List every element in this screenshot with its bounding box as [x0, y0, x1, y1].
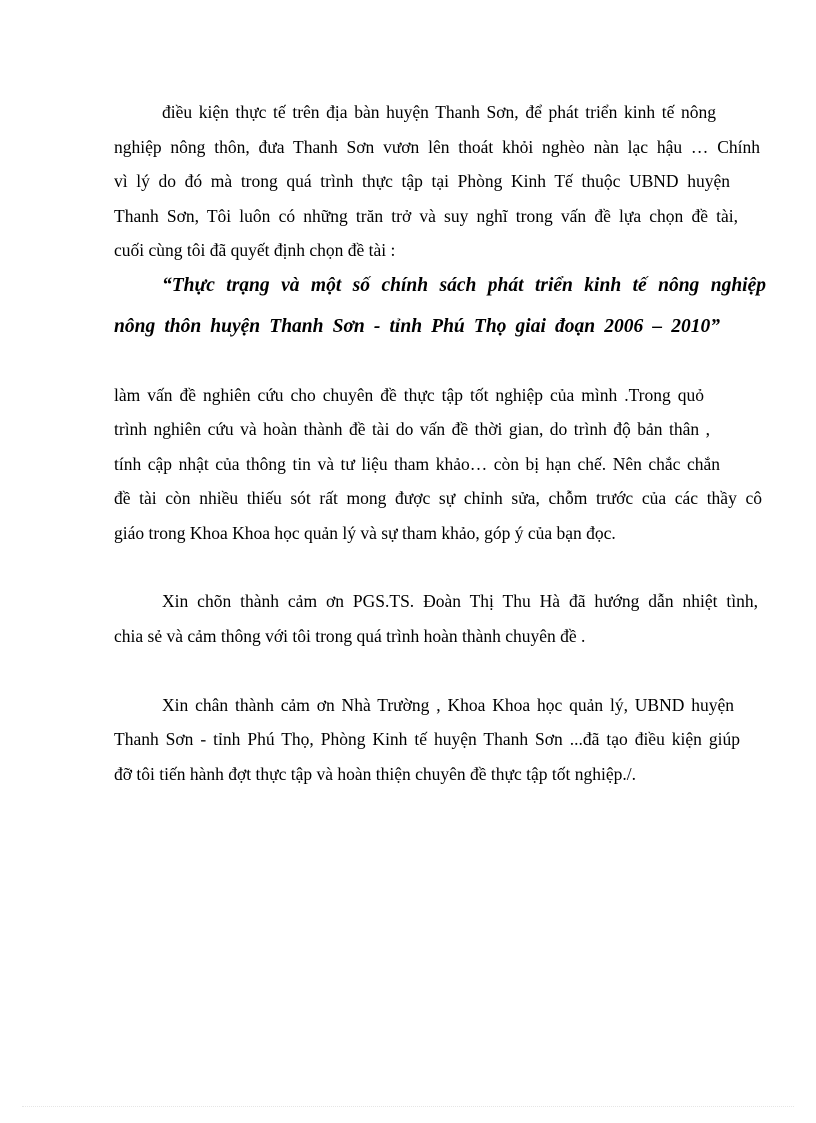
text-line: nghiệp nông thôn, đưa Thanh Sơn vươn lên thoát khỏi nghèo nàn lạc hậu … Chính: [114, 137, 760, 157]
text-line: đỡ tôi tiến hành đợt thực tập và hoàn thiện chuyên đề thực tập tốt nghiệp./.: [114, 764, 637, 784]
text-line: Xin chõn thành cảm ơn PGS.TS. Đoàn Thị Thu Hà đã hướng dẫn nhiệt tình,: [162, 591, 758, 611]
text-line: cuối cùng tôi đã quyết định chọn đề tài :: [114, 240, 396, 260]
text-line: Thanh Sơn, Tôi luôn có những trăn trở và suy nghĩ trong vấn đề lựa chọn đề tài,: [114, 206, 738, 226]
page-bottom-divider: [22, 1106, 794, 1107]
text-line: chia sẻ và cảm thông với tôi trong quá trình hoàn thành chuyên đề .: [114, 626, 586, 646]
text-line: tính cập nhật của thông tin và tư liệu tham khảo… còn bị hạn chế. Nên chắc chắn: [114, 454, 720, 474]
text-line: trình nghiên cứu và hoàn thành đề tài do vấn đề thời gian, do trình độ bản thân ,: [114, 419, 710, 439]
text-line: đề tài còn nhiều thiếu sót rất mong được sự chỉnh sửa, chỗm trước của các thầy cô: [114, 488, 762, 508]
text-line: vì lý do đó mà trong quá trình thực tập tại Phòng Kinh Tế thuộc UBND huyện: [114, 171, 730, 191]
text-line: giáo trong Khoa Khoa học quản lý và sự tham khảo, góp ý của bạn đọc.: [114, 523, 616, 543]
text-line: Thanh Sơn - tỉnh Phú Thọ, Phòng Kinh tế huyện Thanh Sơn ...đã tạo điều kiện giúp: [114, 729, 740, 749]
text-line: làm vấn đề nghiên cứu cho chuyên đề thực tập tốt nghiệp của mình .Trong quỏ: [114, 385, 704, 405]
title-line: nông thôn huyện Thanh Sơn - tỉnh Phú Thọ giai đoạn 2006 – 2010”: [114, 316, 720, 337]
text-line: điều kiện thực tế trên địa bàn huyện Thanh Sơn, để phát triển kinh tế nông: [162, 102, 716, 122]
text-line: Xin chân thành cảm ơn Nhà Trường , Khoa Khoa học quản lý, UBND huyện: [162, 695, 734, 715]
title-line: “Thực trạng và một số chính sách phát triển kinh tế nông nghiệp: [162, 275, 766, 296]
